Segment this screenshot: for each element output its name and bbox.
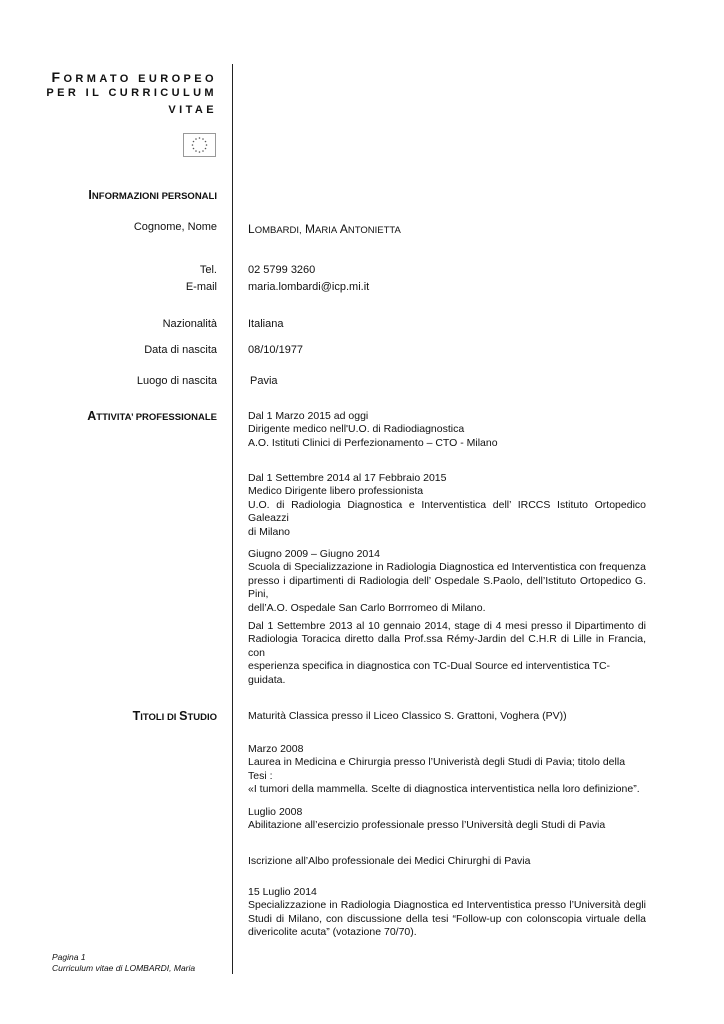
- eu-flag-icon: [183, 133, 216, 157]
- entry-line: esperienza specifica in diagnostica con TC-Dual Source ed interventistica TC-guidata.: [248, 660, 611, 686]
- birthdate-value: 08/10/1977: [248, 344, 304, 356]
- entry-line: Giugno 2009 – Giugno 2014: [248, 548, 380, 560]
- section-title-education: TITOLI DI STUDIO: [132, 709, 217, 723]
- entry-line: Dal 1 Settembre 2014 al 17 Febbraio 2015: [248, 472, 447, 484]
- entry-line: «I tumori della mammella. Scelte di diagnostica interventistica nella loro definizione”.: [248, 783, 640, 796]
- education-entry-2: [248, 743, 646, 797]
- entry-line: Maturità Classica presso il Liceo Classico S. Grattoni, Voghera (PV)): [248, 710, 567, 722]
- entry-line: Scuola di Specializzazione in Radiologia Diagnostica ed Interventistica con frequenza: [248, 561, 646, 574]
- professional-entry-4: [248, 620, 646, 687]
- column-divider: [232, 64, 233, 974]
- entry-line: Marzo 2008: [248, 743, 304, 755]
- birthdate-label: Data di nascita: [144, 344, 217, 356]
- footer-page-number: Pagina 1: [52, 952, 86, 962]
- birthplace-value: Pavia: [250, 375, 278, 387]
- entry-line: Dirigente medico nell'U.O. di Radiodiagnostica: [248, 423, 465, 436]
- professional-entry-2: [248, 472, 646, 539]
- cv-format-title-line1: FORMATO EUROPEO: [51, 69, 217, 85]
- entry-line: A.O. Istituti Clinici di Perfezionamento – CTO - Milano: [248, 436, 498, 449]
- entry-line: U.O. di Radiologia Diagnostica e Interventistica dell’ IRCCS Istituto Ortopedico Galeazzi: [248, 498, 646, 525]
- entry-line: di Milano: [248, 525, 291, 538]
- entry-line: Abilitazione all’esercizio professionale presso l’Università degli Studi di Pavia: [248, 819, 606, 832]
- section-title-professional: ATTIVITA’ PROFESSIONALE: [87, 409, 217, 423]
- cv-format-title-line2: PER IL CURRICULUM: [46, 87, 217, 99]
- entry-line: 15 Luglio 2014: [248, 886, 317, 898]
- professional-entry-3: [248, 548, 646, 615]
- birthplace-label: Luogo di nascita: [136, 375, 217, 387]
- footer-caption: Curriculum vitae di LOMBARDI, Maria: [52, 963, 196, 973]
- entry-line: Specializzazione in Radiologia Diagnostica ed Interventistica presso l’Università degli: [248, 899, 646, 912]
- entry-line: Dal 1 Marzo 2015 ad oggi: [248, 410, 369, 422]
- professional-entry-1: [248, 410, 646, 450]
- entry-line: presso i dipartimenti di Radiologia dell’ Ospedale S.Paolo, dell’Istituto Ortopedico G. Pini,: [248, 574, 646, 601]
- entry-line: Studi di Milano, con discussione della tesi “Follow-up con colonscopia virtuale della: [248, 912, 646, 925]
- entry-line: Radiologia Toracica diretto dalla Prof.ssa Rémy-Jardin del C.H.R di Lille in Francia, con: [248, 633, 646, 659]
- education-entry-3: [248, 806, 646, 833]
- name-value: LOMBARDI, MARIA ANTONIETTA: [248, 222, 401, 236]
- nationality-label: Nazionalità: [162, 318, 217, 330]
- cv-format-title-line3: VITAE: [168, 104, 217, 116]
- education-entry-4: [248, 855, 646, 868]
- entry-line: Iscrizione all’Albo professionale dei Medici Chirurghi di Pavia: [248, 855, 531, 867]
- email-value[interactable]: maria.lombardi@icp.mi.it: [248, 281, 370, 293]
- nationality-value: Italiana: [248, 318, 284, 330]
- education-entry-1: [248, 710, 646, 723]
- name-label: Cognome, Nome: [133, 221, 217, 233]
- entry-line: Luglio 2008: [248, 806, 303, 818]
- entry-line: Medico Dirigente libero professionista: [248, 485, 424, 498]
- section-title-personal-info: INFORMAZIONI PERSONALI: [88, 188, 217, 202]
- education-entry-5: [248, 886, 646, 940]
- tel-value: 02 5799 3260: [248, 264, 316, 276]
- email-label: E-mail: [185, 281, 217, 293]
- entry-line: Dal 1 Settembre 2013 al 10 gennaio 2014, stage di 4 mesi presso il Dipartimento di: [248, 620, 646, 632]
- tel-label: Tel.: [199, 264, 217, 276]
- entry-line: divericolite acuta” (votazione 70/70).: [248, 926, 417, 939]
- entry-line: Laurea in Medicina e Chirurgia presso l’Univeristà degli Studi di Pavia; titolo della Tesi :: [248, 756, 626, 782]
- entry-line: dell’A.O. Ospedale San Carlo Borrromeo di Milano.: [248, 601, 486, 614]
